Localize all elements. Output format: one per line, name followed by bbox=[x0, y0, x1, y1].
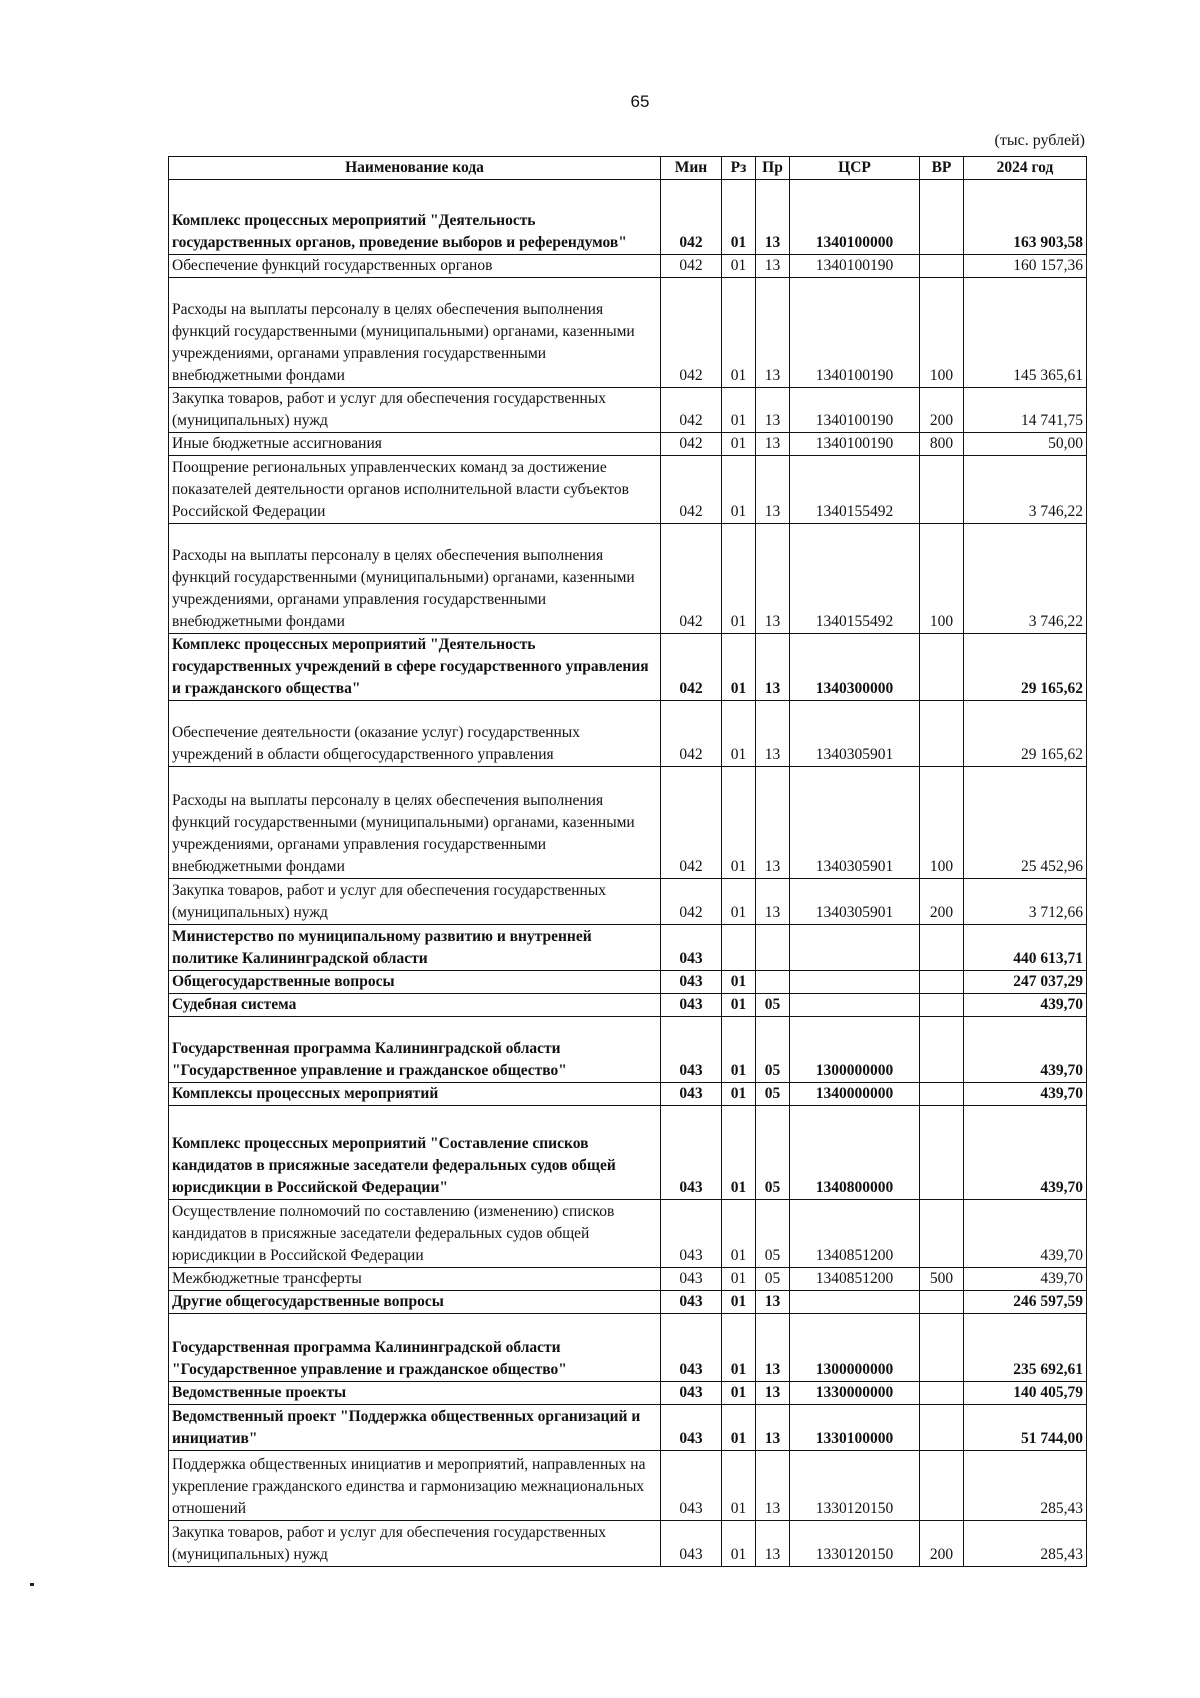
cell-pr: 13 bbox=[756, 255, 790, 278]
cell-rz: 01 bbox=[722, 701, 756, 767]
cell-pr: 13 bbox=[756, 278, 790, 388]
cell-pr: 13 bbox=[756, 1382, 790, 1405]
cell-min: 042 bbox=[661, 879, 722, 925]
cell-min: 043 bbox=[661, 1268, 722, 1291]
cell-rz: 01 bbox=[722, 1200, 756, 1268]
cell-rz: 01 bbox=[722, 1291, 756, 1314]
cell-rz: 01 bbox=[722, 1314, 756, 1382]
cell-pr: 05 bbox=[756, 994, 790, 1017]
header-csr: ЦСР bbox=[790, 157, 920, 180]
cell-csr: 1300000000 bbox=[790, 1314, 920, 1382]
cell-pr: 05 bbox=[756, 1268, 790, 1291]
header-name: Наименование кода bbox=[169, 157, 661, 180]
cell-sum: 50,00 bbox=[964, 433, 1087, 456]
cell-vr bbox=[920, 255, 964, 278]
cell-sum: 235 692,61 bbox=[964, 1314, 1087, 1382]
cell-vr: 100 bbox=[920, 278, 964, 388]
table-row bbox=[169, 1314, 1087, 1382]
cell-pr: 05 bbox=[756, 1200, 790, 1268]
cell-sum: 29 165,62 bbox=[964, 634, 1087, 701]
cell-csr: 1330100000 bbox=[790, 1405, 920, 1451]
cell-csr: 1340155492 bbox=[790, 456, 920, 524]
cell-vr: 200 bbox=[920, 388, 964, 433]
cell-rz: 01 bbox=[722, 1083, 756, 1106]
cell-rz: 01 bbox=[722, 1405, 756, 1451]
cell-name: Обеспечение функций государственных органов bbox=[169, 255, 661, 278]
cell-name: Комплекс процессных мероприятий "Деятельность государственных органов, проведение выборов и референдумов" bbox=[169, 180, 661, 255]
cell-min: 043 bbox=[661, 1521, 722, 1567]
cell-vr: 100 bbox=[920, 524, 964, 634]
table-row bbox=[169, 1200, 1087, 1268]
table-row bbox=[169, 388, 1087, 433]
cell-vr bbox=[920, 634, 964, 701]
cell-sum: 3 746,22 bbox=[964, 456, 1087, 524]
cell-pr: 13 bbox=[756, 634, 790, 701]
cell-rz: 01 bbox=[722, 255, 756, 278]
cell-vr bbox=[920, 1106, 964, 1200]
cell-sum: 439,70 bbox=[964, 994, 1087, 1017]
cell-rz: 01 bbox=[722, 994, 756, 1017]
table-row bbox=[169, 925, 1087, 971]
cell-name: Комплекс процессных мероприятий "Составление списков кандидатов в присяжные заседатели федеральных судов общей юрисдикции в Российской Федерации" bbox=[169, 1106, 661, 1200]
cell-sum: 14 741,75 bbox=[964, 388, 1087, 433]
cell-csr: 1340100190 bbox=[790, 388, 920, 433]
cell-pr: 13 bbox=[756, 1291, 790, 1314]
cell-vr bbox=[920, 180, 964, 255]
cell-rz: 01 bbox=[722, 524, 756, 634]
cell-sum: 3 712,66 bbox=[964, 879, 1087, 925]
cell-rz: 01 bbox=[722, 634, 756, 701]
table-row bbox=[169, 1405, 1087, 1451]
cell-vr bbox=[920, 971, 964, 994]
cell-min: 042 bbox=[661, 456, 722, 524]
cell-csr: 1340100190 bbox=[790, 255, 920, 278]
cell-pr: 13 bbox=[756, 1451, 790, 1521]
cell-vr: 500 bbox=[920, 1268, 964, 1291]
cell-name: Обеспечение деятельности (оказание услуг) государственных учреждений в области общегосударственного управления bbox=[169, 701, 661, 767]
cell-min: 043 bbox=[661, 1405, 722, 1451]
cell-min: 042 bbox=[661, 701, 722, 767]
cell-name: Министерство по муниципальному развитию и внутренней политике Калининградской области bbox=[169, 925, 661, 971]
cell-vr bbox=[920, 1314, 964, 1382]
cell-rz: 01 bbox=[722, 1268, 756, 1291]
cell-pr: 13 bbox=[756, 879, 790, 925]
cell-sum: 29 165,62 bbox=[964, 701, 1087, 767]
cell-vr: 200 bbox=[920, 879, 964, 925]
cell-name: Судебная система bbox=[169, 994, 661, 1017]
cell-rz: 01 bbox=[722, 971, 756, 994]
cell-min: 043 bbox=[661, 1291, 722, 1314]
cell-rz bbox=[722, 925, 756, 971]
header-pr: Пр bbox=[756, 157, 790, 180]
cell-csr bbox=[790, 971, 920, 994]
cell-name: Закупка товаров, работ и услуг для обеспечения государственных (муниципальных) нужд bbox=[169, 879, 661, 925]
cell-csr: 1330120150 bbox=[790, 1451, 920, 1521]
cell-sum: 51 744,00 bbox=[964, 1405, 1087, 1451]
cell-min: 043 bbox=[661, 1451, 722, 1521]
header-vr: ВР bbox=[920, 157, 964, 180]
cell-pr: 13 bbox=[756, 767, 790, 879]
cell-pr bbox=[756, 971, 790, 994]
cell-csr: 1340800000 bbox=[790, 1106, 920, 1200]
cell-rz: 01 bbox=[722, 433, 756, 456]
cell-vr: 100 bbox=[920, 767, 964, 879]
cell-min: 042 bbox=[661, 278, 722, 388]
table-row bbox=[169, 1291, 1087, 1314]
cell-sum: 439,70 bbox=[964, 1200, 1087, 1268]
cell-vr bbox=[920, 925, 964, 971]
cell-min: 042 bbox=[661, 388, 722, 433]
cell-min: 043 bbox=[661, 1106, 722, 1200]
cell-rz: 01 bbox=[722, 1106, 756, 1200]
cell-csr bbox=[790, 925, 920, 971]
cell-name: Закупка товаров, работ и услуг для обеспечения государственных (муниципальных) нужд bbox=[169, 388, 661, 433]
cell-sum: 247 037,29 bbox=[964, 971, 1087, 994]
cell-pr: 05 bbox=[756, 1106, 790, 1200]
table-row bbox=[169, 524, 1087, 634]
cell-name: Государственная программа Калининградской области "Государственное управление и гражданское общество" bbox=[169, 1017, 661, 1083]
cell-vr bbox=[920, 1200, 964, 1268]
cell-vr bbox=[920, 1017, 964, 1083]
cell-sum: 25 452,96 bbox=[964, 767, 1087, 879]
cell-rz: 01 bbox=[722, 388, 756, 433]
cell-rz: 01 bbox=[722, 1521, 756, 1567]
cell-sum: 160 157,36 bbox=[964, 255, 1087, 278]
cell-name: Расходы на выплаты персоналу в целях обеспечения выполнения функций государственными (муниципальными) органами, казенными учреждениями, органами управления государственными внебюджетными фондами bbox=[169, 278, 661, 388]
cell-min: 042 bbox=[661, 767, 722, 879]
table-row bbox=[169, 971, 1087, 994]
cell-rz: 01 bbox=[722, 1382, 756, 1405]
table-row bbox=[169, 255, 1087, 278]
cell-csr: 1300000000 bbox=[790, 1017, 920, 1083]
cell-pr: 13 bbox=[756, 1405, 790, 1451]
cell-csr bbox=[790, 994, 920, 1017]
table-row bbox=[169, 994, 1087, 1017]
cell-csr bbox=[790, 1291, 920, 1314]
cell-sum: 439,70 bbox=[964, 1268, 1087, 1291]
table-row bbox=[169, 767, 1087, 879]
cell-csr: 1340100190 bbox=[790, 433, 920, 456]
header-min: Мин bbox=[661, 157, 722, 180]
cell-name: Другие общегосударственные вопросы bbox=[169, 1291, 661, 1314]
cell-vr bbox=[920, 1451, 964, 1521]
cell-sum: 440 613,71 bbox=[964, 925, 1087, 971]
cell-rz: 01 bbox=[722, 180, 756, 255]
cell-name: Поддержка общественных инициатив и мероприятий, направленных на укрепление гражданского единства и гармонизацию межнациональных отношений bbox=[169, 1451, 661, 1521]
cell-csr: 1340100000 bbox=[790, 180, 920, 255]
page-number: 65 bbox=[630, 92, 650, 111]
cell-csr: 1340851200 bbox=[790, 1200, 920, 1268]
cell-sum: 439,70 bbox=[964, 1083, 1087, 1106]
table-row bbox=[169, 1268, 1087, 1291]
cell-rz: 01 bbox=[722, 767, 756, 879]
cell-csr: 1330120150 bbox=[790, 1521, 920, 1567]
cell-min: 043 bbox=[661, 1083, 722, 1106]
cell-min: 043 bbox=[661, 925, 722, 971]
cell-name: Закупка товаров, работ и услуг для обеспечения государственных (муниципальных) нужд bbox=[169, 1521, 661, 1567]
cell-sum: 163 903,58 bbox=[964, 180, 1087, 255]
cell-vr bbox=[920, 1405, 964, 1451]
cell-name: Осуществление полномочий по составлению (изменению) списков кандидатов в присяжные заседатели федеральных судов общей юрисдикции в Российской Федерации bbox=[169, 1200, 661, 1268]
table-row bbox=[169, 180, 1087, 255]
table-row bbox=[169, 1106, 1087, 1200]
cell-pr bbox=[756, 925, 790, 971]
cell-min: 042 bbox=[661, 524, 722, 634]
table-row bbox=[169, 1521, 1087, 1567]
cell-pr: 13 bbox=[756, 433, 790, 456]
cell-name: Общегосударственные вопросы bbox=[169, 971, 661, 994]
cell-pr: 13 bbox=[756, 701, 790, 767]
cell-vr: 200 bbox=[920, 1521, 964, 1567]
cell-min: 042 bbox=[661, 255, 722, 278]
table-row bbox=[169, 879, 1087, 925]
cell-vr bbox=[920, 994, 964, 1017]
table-row bbox=[169, 634, 1087, 701]
cell-name: Расходы на выплаты персоналу в целях обеспечения выполнения функций государственными (муниципальными) органами, казенными учреждениями, органами управления государственными внебюджетными фондами bbox=[169, 524, 661, 634]
cell-pr: 05 bbox=[756, 1083, 790, 1106]
cell-sum: 285,43 bbox=[964, 1451, 1087, 1521]
header-rz: Рз bbox=[722, 157, 756, 180]
cell-min: 043 bbox=[661, 1314, 722, 1382]
cell-pr: 13 bbox=[756, 180, 790, 255]
cell-csr: 1340300000 bbox=[790, 634, 920, 701]
cell-min: 043 bbox=[661, 971, 722, 994]
table-row bbox=[169, 1451, 1087, 1521]
cell-rz: 01 bbox=[722, 1017, 756, 1083]
cell-vr bbox=[920, 456, 964, 524]
cell-pr: 13 bbox=[756, 1521, 790, 1567]
cell-rz: 01 bbox=[722, 456, 756, 524]
budget-table bbox=[168, 156, 1087, 1567]
cell-min: 043 bbox=[661, 1017, 722, 1083]
header-year: 2024 год bbox=[964, 157, 1087, 180]
cell-csr: 1340100190 bbox=[790, 278, 920, 388]
cell-name: Ведомственный проект "Поддержка общественных организаций и инициатив" bbox=[169, 1405, 661, 1451]
cell-pr: 13 bbox=[756, 388, 790, 433]
cell-rz: 01 bbox=[722, 879, 756, 925]
table-row bbox=[169, 1083, 1087, 1106]
cell-name: Ведомственные проекты bbox=[169, 1382, 661, 1405]
cell-name: Комплексы процессных мероприятий bbox=[169, 1083, 661, 1106]
cell-csr: 1340851200 bbox=[790, 1268, 920, 1291]
cell-sum: 140 405,79 bbox=[964, 1382, 1087, 1405]
table-row bbox=[169, 701, 1087, 767]
cell-name: Межбюджетные трансферты bbox=[169, 1268, 661, 1291]
scan-speck bbox=[30, 1583, 34, 1586]
units-label: (тыс. рублей) bbox=[994, 132, 1085, 149]
cell-sum: 3 746,22 bbox=[964, 524, 1087, 634]
cell-sum: 285,43 bbox=[964, 1521, 1087, 1567]
cell-vr bbox=[920, 701, 964, 767]
cell-sum: 439,70 bbox=[964, 1017, 1087, 1083]
cell-min: 042 bbox=[661, 180, 722, 255]
cell-vr bbox=[920, 1291, 964, 1314]
cell-name: Поощрение региональных управленческих команд за достижение показателей деятельности органов исполнительной власти субъектов Российской Федерации bbox=[169, 456, 661, 524]
cell-pr: 13 bbox=[756, 456, 790, 524]
table-header-row bbox=[169, 157, 1087, 180]
table-row bbox=[169, 433, 1087, 456]
table-row bbox=[169, 456, 1087, 524]
cell-pr: 13 bbox=[756, 524, 790, 634]
cell-vr: 800 bbox=[920, 433, 964, 456]
table-row bbox=[169, 278, 1087, 388]
cell-pr: 05 bbox=[756, 1017, 790, 1083]
cell-name: Государственная программа Калининградской области "Государственное управление и гражданское общество" bbox=[169, 1314, 661, 1382]
cell-rz: 01 bbox=[722, 1451, 756, 1521]
cell-vr bbox=[920, 1083, 964, 1106]
table-row bbox=[169, 1017, 1087, 1083]
cell-csr: 1340305901 bbox=[790, 701, 920, 767]
cell-csr: 1340305901 bbox=[790, 879, 920, 925]
cell-csr: 1330000000 bbox=[790, 1382, 920, 1405]
table-row bbox=[169, 1382, 1087, 1405]
cell-min: 043 bbox=[661, 994, 722, 1017]
cell-csr: 1340000000 bbox=[790, 1083, 920, 1106]
cell-name: Комплекс процессных мероприятий "Деятельность государственных учреждений в сфере государственного управления и гражданского общества" bbox=[169, 634, 661, 701]
cell-pr: 13 bbox=[756, 1314, 790, 1382]
cell-rz: 01 bbox=[722, 278, 756, 388]
cell-sum: 439,70 bbox=[964, 1106, 1087, 1200]
cell-csr: 1340305901 bbox=[790, 767, 920, 879]
cell-sum: 246 597,59 bbox=[964, 1291, 1087, 1314]
cell-min: 042 bbox=[661, 634, 722, 701]
cell-min: 043 bbox=[661, 1200, 722, 1268]
cell-min: 042 bbox=[661, 433, 722, 456]
cell-vr bbox=[920, 1382, 964, 1405]
cell-min: 043 bbox=[661, 1382, 722, 1405]
cell-csr: 1340155492 bbox=[790, 524, 920, 634]
cell-name: Расходы на выплаты персоналу в целях обеспечения выполнения функций государственными (муниципальными) органами, казенными учреждениями, органами управления государственными внебюджетными фондами bbox=[169, 767, 661, 879]
cell-sum: 145 365,61 bbox=[964, 278, 1087, 388]
cell-name: Иные бюджетные ассигнования bbox=[169, 433, 661, 456]
